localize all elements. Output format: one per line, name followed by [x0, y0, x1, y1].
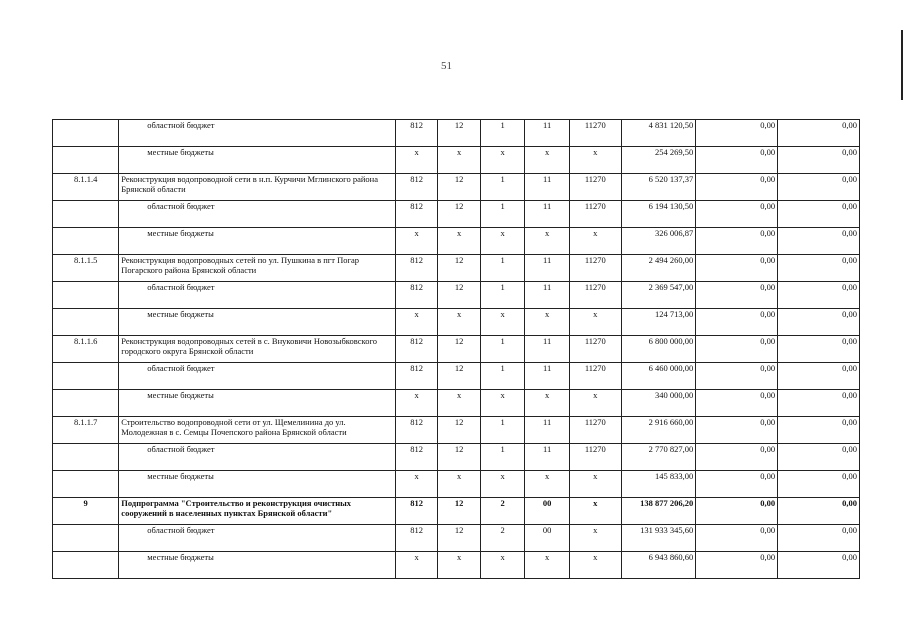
code-pr: 1 — [480, 282, 525, 309]
row-number — [53, 525, 119, 552]
code-grbs: 812 — [395, 525, 437, 552]
code-pr: 1 — [480, 174, 525, 201]
amount-total: 326 006,87 — [621, 228, 696, 255]
row-name: местные бюджеты — [119, 390, 396, 417]
code-csr: 11 — [525, 444, 570, 471]
code-vr: 11270 — [569, 444, 621, 471]
table-row — [53, 228, 860, 255]
row-name: областной бюджет — [119, 363, 396, 390]
code-rz: 12 — [438, 498, 480, 525]
amount-total: 131 933 345,60 — [621, 525, 696, 552]
code-vr: х — [569, 228, 621, 255]
code-rz: х — [438, 228, 480, 255]
code-vr: х — [569, 552, 621, 579]
amount-3: 0,00 — [778, 363, 860, 390]
table-row — [53, 282, 860, 309]
table-row — [53, 309, 860, 336]
amount-3: 0,00 — [778, 282, 860, 309]
row-number: 8.1.1.6 — [53, 336, 119, 363]
amount-3: 0,00 — [778, 255, 860, 282]
code-grbs: 812 — [395, 201, 437, 228]
table-row — [53, 120, 860, 147]
code-pr: 1 — [480, 120, 525, 147]
table-row — [53, 525, 860, 552]
table-row — [53, 174, 860, 201]
row-name: областной бюджет — [119, 120, 396, 147]
row-number: 8.1.1.7 — [53, 417, 119, 444]
table-row — [53, 444, 860, 471]
amount-total: 6 460 000,00 — [621, 363, 696, 390]
code-pr: 1 — [480, 255, 525, 282]
amount-total: 254 269,50 — [621, 147, 696, 174]
amount-3: 0,00 — [778, 120, 860, 147]
code-pr: 1 — [480, 444, 525, 471]
amount-2: 0,00 — [696, 471, 778, 498]
code-grbs: 812 — [395, 255, 437, 282]
row-name: областной бюджет — [119, 282, 396, 309]
row-name: местные бюджеты — [119, 228, 396, 255]
amount-3: 0,00 — [778, 309, 860, 336]
amount-2: 0,00 — [696, 228, 778, 255]
amount-total: 2 494 260,00 — [621, 255, 696, 282]
margin-mark — [901, 30, 903, 100]
code-pr: 1 — [480, 417, 525, 444]
code-csr: х — [525, 390, 570, 417]
row-name: Реконструкция водопроводных сетей в с. Внуковичи Новозыбковского городского округа Брянской области — [119, 336, 396, 363]
amount-2: 0,00 — [696, 282, 778, 309]
row-name: местные бюджеты — [119, 309, 396, 336]
amount-2: 0,00 — [696, 525, 778, 552]
table-row — [53, 255, 860, 282]
code-grbs: х — [395, 552, 437, 579]
code-pr: 1 — [480, 201, 525, 228]
code-vr: 11270 — [569, 282, 621, 309]
amount-2: 0,00 — [696, 444, 778, 471]
row-name: Подпрограмма "Строительство и реконструкция очистных сооружений в населенных пунктах Брянской области" — [119, 498, 396, 525]
table-row — [53, 363, 860, 390]
amount-3: 0,00 — [778, 444, 860, 471]
code-grbs: 812 — [395, 282, 437, 309]
code-grbs: 812 — [395, 498, 437, 525]
code-pr: х — [480, 390, 525, 417]
amount-3: 0,00 — [778, 147, 860, 174]
code-vr: 11270 — [569, 120, 621, 147]
amount-3: 0,00 — [778, 201, 860, 228]
code-pr: 1 — [480, 363, 525, 390]
table-row — [53, 147, 860, 174]
row-number — [53, 201, 119, 228]
amount-total: 6 800 000,00 — [621, 336, 696, 363]
amount-3: 0,00 — [778, 417, 860, 444]
row-name: местные бюджеты — [119, 147, 396, 174]
code-csr: 11 — [525, 201, 570, 228]
code-rz: 12 — [438, 336, 480, 363]
code-rz: 12 — [438, 444, 480, 471]
code-rz: 12 — [438, 174, 480, 201]
amount-total: 145 833,00 — [621, 471, 696, 498]
code-csr: 11 — [525, 363, 570, 390]
code-grbs: 812 — [395, 120, 437, 147]
amount-3: 0,00 — [778, 390, 860, 417]
amount-3: 0,00 — [778, 552, 860, 579]
amount-3: 0,00 — [778, 498, 860, 525]
code-pr: х — [480, 147, 525, 174]
code-vr: х — [569, 525, 621, 552]
code-grbs: 812 — [395, 336, 437, 363]
budget-table — [52, 119, 860, 579]
code-pr: 2 — [480, 525, 525, 552]
code-rz: 12 — [438, 201, 480, 228]
amount-2: 0,00 — [696, 552, 778, 579]
row-number: 8.1.1.5 — [53, 255, 119, 282]
code-rz: 12 — [438, 363, 480, 390]
amount-2: 0,00 — [696, 336, 778, 363]
code-rz: х — [438, 309, 480, 336]
code-grbs: 812 — [395, 417, 437, 444]
code-pr: 1 — [480, 336, 525, 363]
code-csr: 11 — [525, 255, 570, 282]
row-name: Реконструкция водопроводных сетей по ул. Пушкина в пгт Погар Погарского района Брянской области — [119, 255, 396, 282]
amount-total: 138 877 206,20 — [621, 498, 696, 525]
amount-2: 0,00 — [696, 174, 778, 201]
code-vr: 11270 — [569, 201, 621, 228]
amount-total: 6 520 137,37 — [621, 174, 696, 201]
code-rz: х — [438, 390, 480, 417]
code-grbs: 812 — [395, 363, 437, 390]
amount-total: 2 916 660,00 — [621, 417, 696, 444]
code-rz: х — [438, 471, 480, 498]
table-row — [53, 417, 860, 444]
row-name: Реконструкция водопроводной сети в н.п. Курчичи Мглинского района Брянской области — [119, 174, 396, 201]
code-rz: 12 — [438, 282, 480, 309]
code-csr: 11 — [525, 120, 570, 147]
code-csr: 11 — [525, 174, 570, 201]
code-grbs: х — [395, 147, 437, 174]
amount-2: 0,00 — [696, 255, 778, 282]
amount-total: 4 831 120,50 — [621, 120, 696, 147]
row-name: Строительство водопроводной сети от ул. Щемелинина до ул. Молодежная в с. Семцы Почепского района Брянской области — [119, 417, 396, 444]
amount-2: 0,00 — [696, 201, 778, 228]
code-pr: х — [480, 309, 525, 336]
code-pr: х — [480, 228, 525, 255]
amount-2: 0,00 — [696, 390, 778, 417]
amount-3: 0,00 — [778, 228, 860, 255]
row-number — [53, 471, 119, 498]
code-csr: х — [525, 228, 570, 255]
table-row — [53, 498, 860, 525]
amount-total: 2 770 827,00 — [621, 444, 696, 471]
row-number — [53, 120, 119, 147]
code-vr: 11270 — [569, 174, 621, 201]
code-rz: х — [438, 552, 480, 579]
code-vr: х — [569, 309, 621, 336]
code-csr: 11 — [525, 336, 570, 363]
code-vr: 11270 — [569, 255, 621, 282]
row-name: местные бюджеты — [119, 471, 396, 498]
code-csr: х — [525, 552, 570, 579]
code-csr: 00 — [525, 525, 570, 552]
amount-total: 6 194 130,50 — [621, 201, 696, 228]
table-row — [53, 390, 860, 417]
row-number — [53, 309, 119, 336]
row-number — [53, 552, 119, 579]
code-vr: х — [569, 498, 621, 525]
row-number — [53, 363, 119, 390]
amount-2: 0,00 — [696, 363, 778, 390]
code-rz: х — [438, 147, 480, 174]
table-row — [53, 552, 860, 579]
row-number — [53, 444, 119, 471]
table-row — [53, 471, 860, 498]
table-row — [53, 336, 860, 363]
code-vr: х — [569, 147, 621, 174]
row-number — [53, 390, 119, 417]
row-number — [53, 228, 119, 255]
amount-2: 0,00 — [696, 120, 778, 147]
code-vr: х — [569, 390, 621, 417]
row-name: местные бюджеты — [119, 552, 396, 579]
code-csr: 00 — [525, 498, 570, 525]
code-csr: х — [525, 471, 570, 498]
code-rz: 12 — [438, 120, 480, 147]
code-grbs: 812 — [395, 444, 437, 471]
code-csr: х — [525, 147, 570, 174]
code-grbs: х — [395, 228, 437, 255]
code-csr: 11 — [525, 282, 570, 309]
code-rz: 12 — [438, 417, 480, 444]
row-name: областной бюджет — [119, 201, 396, 228]
code-grbs: х — [395, 471, 437, 498]
row-number — [53, 282, 119, 309]
amount-total: 2 369 547,00 — [621, 282, 696, 309]
amount-3: 0,00 — [778, 525, 860, 552]
row-number: 9 — [53, 498, 119, 525]
code-rz: 12 — [438, 525, 480, 552]
code-vr: 11270 — [569, 363, 621, 390]
code-pr: х — [480, 471, 525, 498]
code-rz: 12 — [438, 255, 480, 282]
code-grbs: х — [395, 309, 437, 336]
amount-2: 0,00 — [696, 498, 778, 525]
amount-total: 124 713,00 — [621, 309, 696, 336]
code-vr: х — [569, 471, 621, 498]
row-name: областной бюджет — [119, 525, 396, 552]
table-body — [53, 120, 860, 579]
amount-2: 0,00 — [696, 417, 778, 444]
amount-3: 0,00 — [778, 471, 860, 498]
amount-total: 340 000,00 — [621, 390, 696, 417]
code-pr: х — [480, 552, 525, 579]
code-vr: 11270 — [569, 417, 621, 444]
amount-3: 0,00 — [778, 336, 860, 363]
code-vr: 11270 — [569, 336, 621, 363]
code-csr: 11 — [525, 417, 570, 444]
row-number: 8.1.1.4 — [53, 174, 119, 201]
code-grbs: 812 — [395, 174, 437, 201]
code-csr: х — [525, 309, 570, 336]
row-number — [53, 147, 119, 174]
amount-3: 0,00 — [778, 174, 860, 201]
table-row — [53, 201, 860, 228]
page-number: 51 — [441, 60, 452, 72]
row-name: областной бюджет — [119, 444, 396, 471]
amount-2: 0,00 — [696, 147, 778, 174]
amount-2: 0,00 — [696, 309, 778, 336]
code-pr: 2 — [480, 498, 525, 525]
amount-total: 6 943 860,60 — [621, 552, 696, 579]
code-grbs: х — [395, 390, 437, 417]
